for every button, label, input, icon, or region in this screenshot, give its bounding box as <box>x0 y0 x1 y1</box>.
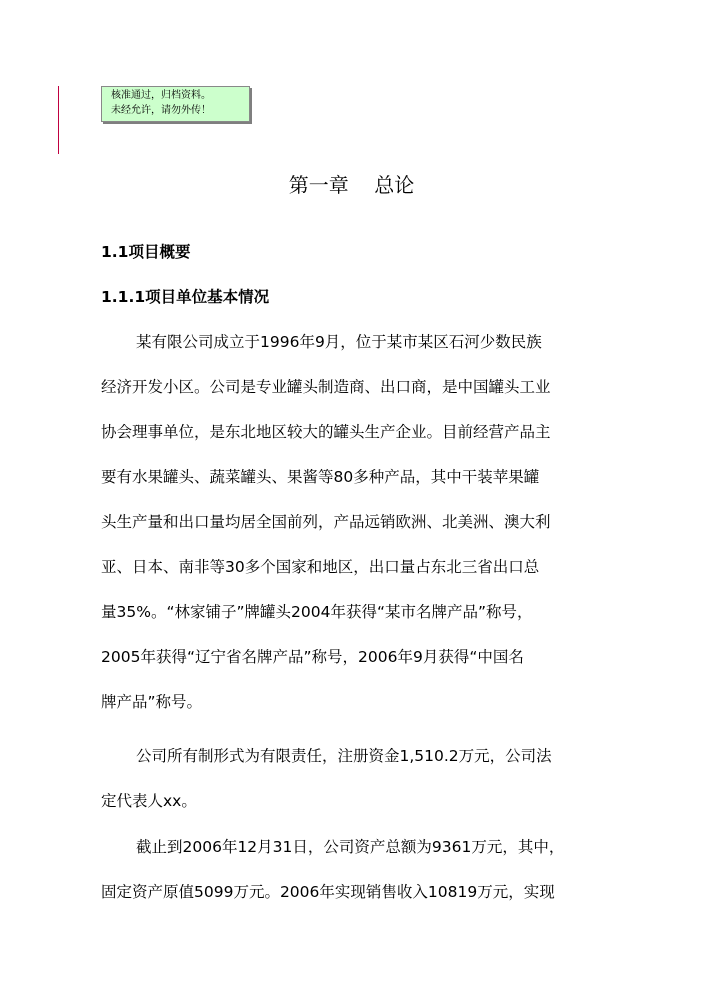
paragraph-line: 要有水果罐头、蔬菜罐头、果酱等80多种产品，其中干装苹果罐 <box>101 468 540 486</box>
paragraph-line: 亚、日本、南非等30多个国家和地区，出口量占东北三省出口总 <box>101 558 540 576</box>
stamp-line-2: 未经允许，请勿外传！ <box>111 105 211 116</box>
paragraph-line: 定代表人xx。 <box>101 792 197 810</box>
section-heading: 1.1项目概要 <box>101 243 191 261</box>
stamp-line-1: 核准通过，归档资料。 <box>111 90 211 101</box>
paragraph-line: 量35%。“林家铺子”牌罐头2004年获得“某市名牌产品”称号， <box>101 603 533 621</box>
archive-stamp <box>101 86 250 122</box>
margin-line <box>58 86 59 154</box>
paragraph-line: 协会理事单位，是东北地区较大的罐头生产企业。目前经营产品主 <box>101 423 551 441</box>
paragraph-line: 经济开发小区。公司是专业罐头制造商、出口商，是中国罐头工业 <box>101 378 551 396</box>
paragraph-line: 某有限公司成立于1996年9月，位于某市某区石河少数民族 <box>136 333 542 351</box>
paragraph-line: 公司所有制形式为有限责任，注册资金1,510.2万元，公司法 <box>136 747 552 765</box>
paragraph-line: 牌产品”称号。 <box>101 693 203 711</box>
paragraph-line: 头生产量和出口量均居全国前列，产品远销欧洲、北美洲、澳大利 <box>101 513 551 531</box>
chapter-title: 第一章 总论 <box>288 173 415 197</box>
paragraph-line: 固定资产原值5099万元。2006年实现销售收入10819万元，实现 <box>101 883 555 901</box>
subsection-heading: 1.1.1项目单位基本情况 <box>101 288 270 306</box>
paragraph-line: 截止到2006年12月31日，公司资产总额为9361万元，其中， <box>136 838 565 856</box>
paragraph-line: 2005年获得“辽宁省名牌产品”称号，2006年9月获得“中国名 <box>101 648 524 666</box>
